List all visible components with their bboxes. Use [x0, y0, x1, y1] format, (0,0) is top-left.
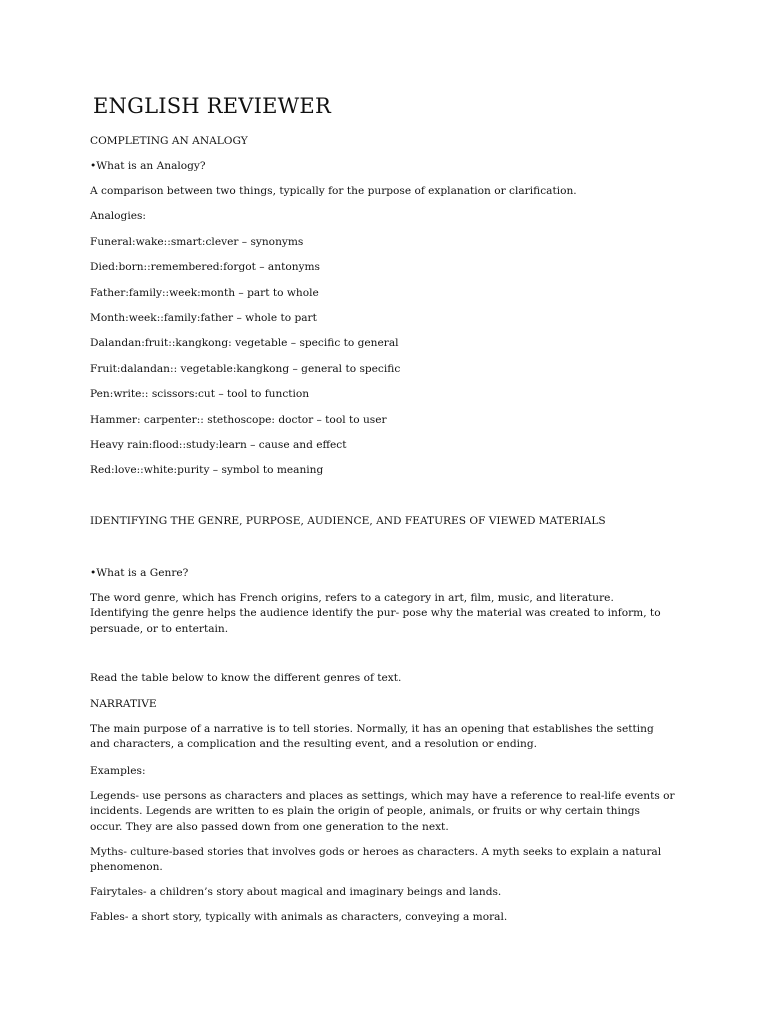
example-fables: Fables- a short story, typically with animals as characters, conveying a moral.: [90, 911, 508, 923]
example-myths: Myths- culture-based stories that involves gods or heroes as characters. A myth seeks to explain a natural phenomenon.: [90, 846, 662, 874]
analogy-item: Pen:write:: scissors:cut – tool to function: [90, 388, 310, 400]
analogy-item: Died:born::remembered:forgot – antonyms: [90, 261, 320, 273]
analogy-item: Red:love::white:purity – symbol to meaning: [90, 464, 324, 476]
analogy-item: Dalandan:fruit::kangkong: vegetable – specific to general: [90, 337, 399, 349]
section-heading-genre: IDENTIFYING THE GENRE, PURPOSE, AUDIENCE, AND FEATURES OF VIEWED MATERIALS: [90, 515, 606, 527]
narrative-definition: The main purpose of a narrative is to tell stories. Normally, it has an opening that establishes the setting and characters, a complication and the resulting event, and a resolution or ending.: [90, 723, 654, 751]
analogy-item: Father:family::week:month – part to whole: [90, 287, 319, 299]
analogy-definition: A comparison between two things, typically for the purpose of explanation or clarification.: [90, 185, 577, 197]
example-legends: Legends- use persons as characters and places as settings, which may have a reference to real-life events or incidents. Legends are written to es plain the origin of people, animals, or fruits or why certain things occur. They are also passed down from one generation to the next.: [90, 790, 675, 833]
analogy-item: Month:week::family:father – whole to part: [90, 312, 317, 324]
analogy-item: Hammer: carpenter:: stethoscope: doctor – tool to user: [90, 414, 387, 426]
analogy-item: Funeral:wake::smart:clever – synonyms: [90, 236, 304, 248]
examples-label: Examples:: [90, 765, 146, 777]
section-heading-analogy: COMPLETING AN ANALOGY: [90, 135, 248, 147]
analogy-item: Fruit:dalandan:: vegetable:kangkong – general to specific: [90, 363, 401, 375]
table-intro: Read the table below to know the different genres of text.: [90, 672, 402, 684]
analogy-question: •What is an Analogy?: [90, 160, 206, 172]
analogy-item: Heavy rain:flood::study:learn – cause and effect: [90, 439, 347, 451]
genre-question: •What is a Genre?: [90, 567, 189, 579]
narrative-heading: NARRATIVE: [90, 698, 157, 710]
genre-definition: The word genre, which has French origins, refers to a category in art, film, music, and literature. Identifying the genre helps the audience identify the pur- pose why the material was created to inform, to persuade, or to entertain.: [90, 592, 661, 635]
example-fairytales: Fairytales- a children’s story about magical and imaginary beings and lands.: [90, 886, 502, 898]
analogies-label: Analogies:: [90, 210, 146, 222]
document-title: ENGLISH REVIEWER: [93, 94, 331, 118]
